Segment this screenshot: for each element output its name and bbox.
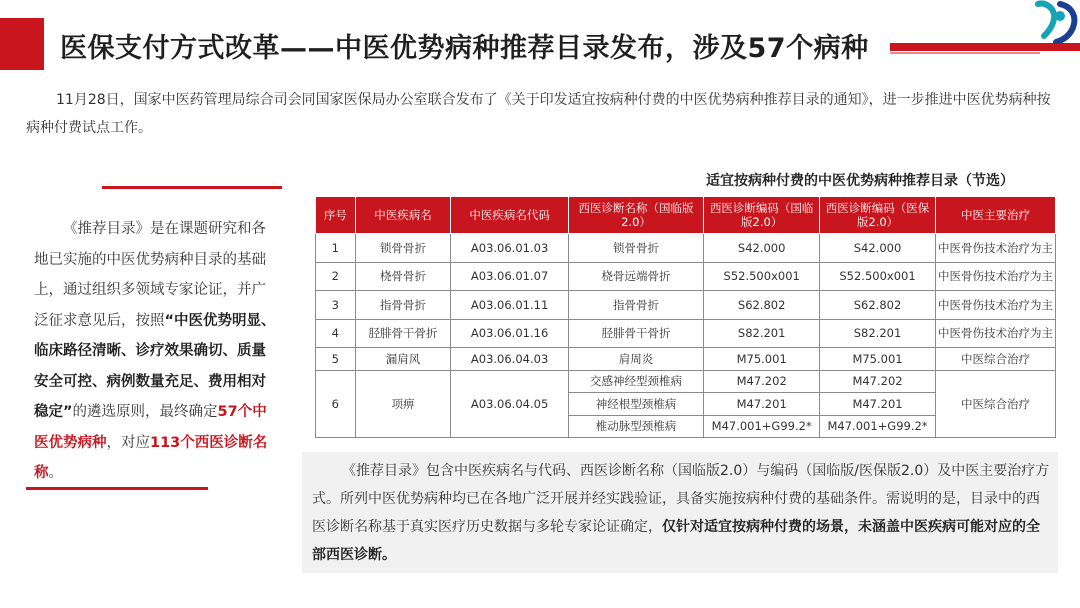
note-paragraph	[312, 457, 1050, 569]
table-cell: A03.06.04.05	[451, 370, 568, 438]
table-cell: 桡骨远端骨折	[568, 262, 703, 291]
table-row	[316, 291, 1056, 320]
table-cell: 桡骨骨折	[355, 262, 451, 291]
header-cell: 西医诊断名称（国临版2.0）	[568, 197, 703, 234]
table-cell: S82.201	[820, 319, 936, 348]
table-cell: 交感神经型颈椎病	[568, 370, 703, 393]
table-cell: M47.201	[704, 393, 820, 416]
table-cell: M47.202	[704, 370, 820, 393]
header-cell: 中医主要治疗	[935, 197, 1055, 234]
table-cell: 项痹	[355, 370, 451, 438]
table-cell: 1	[316, 234, 356, 263]
left-para-text-4: 。	[48, 465, 63, 481]
disease-catalog-table	[315, 196, 1056, 438]
left-para-text-3: ，对应	[106, 434, 150, 451]
page-title: 医保支付方式改革——中医优势病种推荐目录发布，涉及57个病种	[60, 33, 869, 64]
table-row	[316, 319, 1056, 348]
left-top-rule	[102, 186, 282, 189]
brand-logo-icon	[1030, 0, 1080, 44]
table-cell: 指骨骨折	[568, 291, 703, 320]
left-para-text-2: 的遴选原则，最终确定	[72, 404, 218, 420]
table-cell: 中医骨伤技术治疗为主	[935, 319, 1055, 348]
table-cell: A03.06.04.03	[451, 348, 568, 371]
header-cell: 中医疾病名代码	[451, 197, 568, 234]
title-accent-block	[0, 18, 44, 70]
title-underline	[890, 43, 1080, 51]
table-cell: 6	[316, 370, 356, 438]
table-cell: 锁骨骨折	[355, 234, 451, 263]
left-bottom-rule	[26, 487, 208, 490]
table-cell: 胫腓骨干骨折	[355, 319, 451, 348]
table-cell: S62.802	[820, 291, 936, 320]
table-cell: 椎动脉型颈椎病	[568, 415, 703, 438]
table-cell: M47.001+G99.2*	[820, 415, 936, 438]
table-cell: 胫腓骨干骨折	[568, 319, 703, 348]
header-cell: 西医诊断编码（医保版2.0）	[820, 197, 936, 234]
table-cell: S82.201	[704, 319, 820, 348]
table-cell: M75.001	[704, 348, 820, 371]
table-cell: 中医骨伤技术治疗为主	[935, 262, 1055, 291]
left-para-text-1: 《推荐目录》是在课题研究和各地已实施的中医优势病种目录的基础上，通过组织多领域专家论证，并广泛征求意见后，按照	[34, 221, 266, 329]
header-cell: 西医诊断编码（国临版2.0）	[704, 197, 820, 234]
table-cell: M47.202	[820, 370, 936, 393]
table-cell: 漏肩风	[355, 348, 451, 371]
header-cell: 中医疾病名	[355, 197, 451, 234]
left-summary-paragraph	[34, 214, 278, 489]
table-cell: M75.001	[820, 348, 936, 371]
table-row	[316, 234, 1056, 263]
table-cell: 中医综合治疗	[935, 348, 1055, 371]
table-cell: 5	[316, 348, 356, 371]
table-cell: 指骨骨折	[355, 291, 451, 320]
table-cell: S52.500x001	[704, 262, 820, 291]
table-cell: A03.06.01.16	[451, 319, 568, 348]
table-cell: 中医综合治疗	[935, 370, 1055, 438]
table-cell: 中医骨伤技术治疗为主	[935, 234, 1055, 263]
table-cell: 2	[316, 262, 356, 291]
table-row	[316, 370, 1056, 393]
table-cell: 肩周炎	[568, 348, 703, 371]
table-cell: A03.06.01.07	[451, 262, 568, 291]
note-text: 《推荐目录》包含中医疾病名与代码、西医诊断名称（国临版2.0）与编码（国临版/医保版2.0）及中医主要治疗方式。所列中医优势病种均已在各地广泛开展并经实践验证，具备实施按病种付费的基础条件。需说明的是，目录中的西医诊断名称基于真实医疗历史数据与多轮专家论证确定，	[312, 463, 1050, 535]
title-underline-thin	[890, 52, 1040, 54]
note-emphasis: 仅针对适宜按病种付费的场景，未涵盖中医疾病可能对应的全部西医诊断。	[312, 519, 1040, 563]
table-header-row	[316, 197, 1056, 234]
table-cell: 锁骨骨折	[568, 234, 703, 263]
left-para-principles: “中医优势明显、临床路径清晰、诊疗效果确切、质量安全可控、病例数量充足、费用相对稳定”	[34, 312, 276, 420]
table-cell: 3	[316, 291, 356, 320]
table-cell: S42.000	[704, 234, 820, 263]
table-cell: A03.06.01.03	[451, 234, 568, 263]
table-cell: S62.802	[704, 291, 820, 320]
table-title: 适宜按病种付费的中医优势病种推荐目录（节选）	[706, 173, 1014, 189]
table-cell: M47.001+G99.2*	[704, 415, 820, 438]
header-cell: 序号	[316, 197, 356, 234]
table-cell: S42.000	[820, 234, 936, 263]
table-cell: A03.06.01.11	[451, 291, 568, 320]
table-cell: 神经根型颈椎病	[568, 393, 703, 416]
table-row	[316, 348, 1056, 371]
table-row	[316, 262, 1056, 291]
left-para-diagnosis-count: 113个西医诊断名称	[34, 434, 268, 481]
left-para-disease-count: 57个中医优势病种	[34, 404, 267, 451]
table-cell: S52.500x001	[820, 262, 936, 291]
table-cell: 4	[316, 319, 356, 348]
table-cell: 中医骨伤技术治疗为主	[935, 291, 1055, 320]
table-cell: M47.201	[820, 393, 936, 416]
intro-paragraph: 11月28日，国家中医药管理局综合司会同国家医保局办公室联合发布了《关于印发适宜按病种付费的中医优势病种推荐目录的通知》，进一步推进中医优势病种按病种付费试点工作。	[26, 92, 1051, 136]
